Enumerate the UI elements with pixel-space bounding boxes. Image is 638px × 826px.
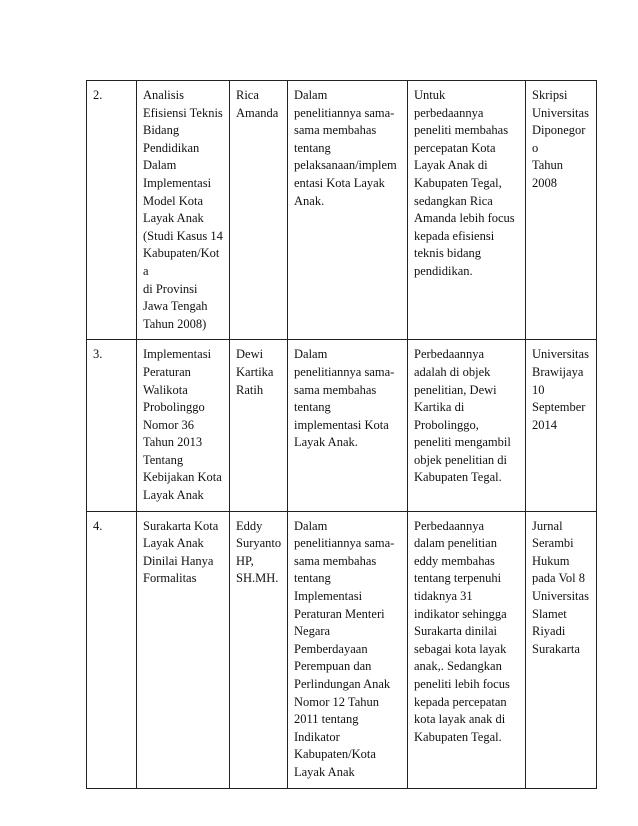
row-number-cell: 2. [87, 81, 137, 340]
author-cell: Rica Amanda [230, 81, 288, 340]
source-cell: Skripsi Universitas Diponegoro Tahun 2008 [526, 81, 597, 340]
difference-cell: Perbedaannya dalam penelitian eddy membahas tentang terpenuhi tidaknya 31 indikator sehingga Surakarta dinilai sebagai kota layak anak,. Sedangkan peneliti lebih focus kepada percepatan kota layak anak di Kabupaten Tegal. [408, 511, 526, 788]
table-row [87, 81, 597, 340]
difference-cell: Perbedaannya adalah di objek penelitian, Dewi Kartika di Probolinggo, peneliti mengambil objek penelitian di Kabupaten Tegal. [408, 340, 526, 511]
research-title-cell: Implementasi Peraturan Walikota Probolinggo Nomor 36 Tahun 2013 Tentang Kebijakan Kota Layak Anak [137, 340, 230, 511]
row-number-cell: 3. [87, 340, 137, 511]
row-number-cell: 4. [87, 511, 137, 788]
difference-cell: Untuk perbedaannya peneliti membahas percepatan Kota Layak Anak di Kabupaten Tegal, sedangkan Rica Amanda lebih focus kepada efisiensi teknis bidang pendidikan. [408, 81, 526, 340]
research-title-cell: Surakarta Kota Layak Anak Dinilai Hanya Formalitas [137, 511, 230, 788]
similarity-cell: Dalam penelitiannya sama- sama membahas tentang implementasi Kota Layak Anak. [288, 340, 408, 511]
table-row [87, 340, 597, 511]
source-cell: Universitas Brawijaya 10 September 2014 [526, 340, 597, 511]
table-row [87, 511, 597, 788]
research-title-cell: Analisis Efisiensi Teknis Bidang Pendidikan Dalam Implementasi Model Kota Layak Anak (Studi Kasus 14 Kabupaten/Kota di Provinsi Jawa Tengah Tahun 2008) [137, 81, 230, 340]
similarity-cell: Dalam penelitiannya sama- sama membahas tentang Implementasi Peraturan Menteri Negara Pemberdayaan Perempuan dan Perlindungan Anak Nomor 12 Tahun 2011 tentang Indikator Kabupaten/Kota Layak Anak [288, 511, 408, 788]
similarity-cell: Dalam penelitiannya sama- sama membahas tentang pelaksanaan/implem entasi Kota Layak Anak. [288, 81, 408, 340]
research-comparison-table [86, 80, 597, 789]
author-cell: Dewi Kartika Ratih [230, 340, 288, 511]
source-cell: Jurnal Serambi Hukum pada Vol 8 Universitas Slamet Riyadi Surakarta [526, 511, 597, 788]
author-cell: Eddy Suryanto HP, SH.MH. [230, 511, 288, 788]
